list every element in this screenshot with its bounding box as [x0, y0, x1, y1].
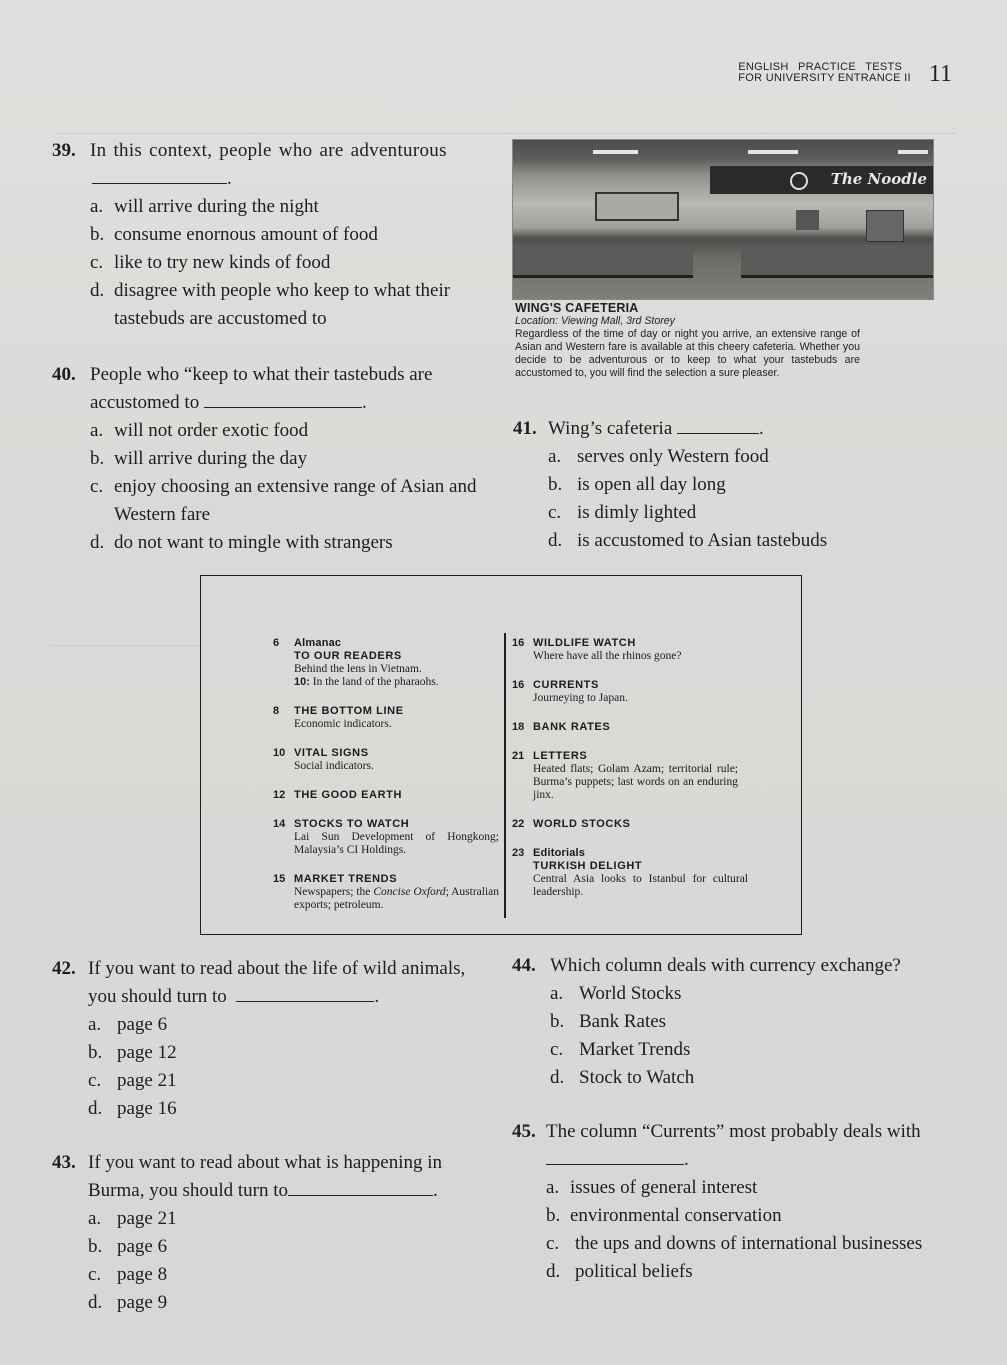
question-stem [90, 361, 492, 417]
option-text: political beliefs [575, 1261, 693, 1282]
contents-entry [273, 746, 499, 773]
option-c[interactable] [513, 499, 893, 527]
entry-desc: Economic indicators. [294, 718, 392, 730]
stem-end: . [361, 392, 367, 413]
option-b[interactable] [512, 1202, 962, 1230]
option-d[interactable] [52, 529, 492, 557]
question-stem: In this context, people who are adventurous [90, 140, 447, 161]
stem-end: . [433, 1180, 438, 1201]
ref-desc: In the land of the pharaohs. [312, 676, 439, 688]
entry-desc: Journeying to Japan. [533, 692, 628, 704]
entry-title: VITAL SIGNS [294, 747, 369, 759]
question-number: 44. [512, 955, 536, 976]
entry-title: MARKET TRENDS [294, 873, 398, 885]
stem-text: The column “Currents” most probably deals with [546, 1121, 921, 1142]
book-title-line1: ENGLISH PRACTICE TESTS [738, 61, 903, 73]
contents-entry [512, 678, 742, 705]
option-text: Market Trends [579, 1039, 691, 1060]
option-text: page 21 [117, 1070, 177, 1091]
option-letter: c. [548, 502, 562, 523]
option-letter: b. [546, 1205, 561, 1226]
option-text: page 6 [117, 1014, 168, 1035]
option-text: environmental conservation [570, 1205, 782, 1226]
entry-desc [273, 886, 499, 912]
option-letter: c. [546, 1233, 560, 1254]
contents-entry [512, 720, 742, 734]
option-a[interactable] [513, 443, 893, 471]
option-text: will not order exotic food [114, 420, 309, 441]
entry-title: WILDLIFE WATCH [533, 637, 636, 649]
option-text: do not want to mingle with strangers [114, 532, 393, 553]
option-letter: c. [90, 252, 104, 273]
question-stem [548, 415, 893, 443]
entry-title: Editorials [533, 847, 586, 859]
ceiling-light [593, 150, 638, 154]
option-letter: a. [88, 1014, 102, 1035]
stem-end: . [227, 168, 232, 189]
stem-text: If you want to read about the life of wild animals, you should turn to [88, 958, 466, 1007]
contents-entry [512, 749, 742, 802]
desc-part: ; Australian exports; petroleum. [294, 886, 499, 911]
question-number: 43. [52, 1152, 76, 1173]
cafeteria-caption [515, 301, 860, 380]
option-c[interactable] [52, 1067, 492, 1095]
ceiling-light [748, 150, 798, 154]
option-letter: c. [88, 1070, 102, 1091]
contents-left-column [273, 636, 499, 927]
stem-end: . [374, 986, 380, 1007]
book-title-line2: FOR UNIVERSITY ENTRANCE II [738, 72, 911, 84]
option-text: will arrive during the night [114, 196, 319, 217]
contents-entry [512, 636, 742, 663]
option-letter: d. [550, 1067, 565, 1088]
entry-page: 21 [512, 750, 525, 762]
option-text: serves only Western food [577, 446, 769, 467]
entry-title: THE GOOD EARTH [294, 789, 403, 801]
option-a[interactable] [52, 1011, 492, 1039]
option-text: page 6 [117, 1236, 168, 1257]
show-through-rule [55, 133, 955, 134]
entry-title: CURRENTS [533, 679, 599, 691]
option-b[interactable] [513, 471, 893, 499]
option-letter: c. [88, 1264, 102, 1285]
entry-page: 15 [273, 873, 286, 885]
stem-end: . [759, 418, 764, 439]
entry-page: 10 [273, 747, 286, 759]
entry-page: 6 [273, 637, 280, 649]
option-b[interactable] [512, 1008, 962, 1036]
option-c[interactable] [52, 249, 492, 277]
entry-subtitle: TO OUR READERS [294, 650, 402, 662]
window [796, 210, 819, 230]
option-b[interactable] [52, 221, 492, 249]
option-letter: d. [88, 1292, 103, 1313]
answer-blank [204, 389, 362, 408]
answer-blank [236, 983, 374, 1002]
question-number: 40. [52, 364, 76, 385]
option-letter: b. [88, 1042, 103, 1063]
option-text: page 9 [117, 1292, 168, 1313]
option-c[interactable] [512, 1230, 962, 1258]
option-letter: d. [546, 1261, 561, 1282]
option-text: page 12 [117, 1042, 177, 1063]
entry-title: BANK RATES [533, 721, 611, 733]
option-letter: b. [88, 1236, 103, 1257]
option-letter: c. [550, 1039, 564, 1060]
option-text: like to try new kinds of food [114, 252, 331, 273]
entry-page: 16 [512, 679, 525, 691]
option-c[interactable] [52, 1261, 492, 1289]
option-text: page 16 [117, 1098, 177, 1119]
option-text: World Stocks [579, 983, 682, 1004]
question-stem [88, 1149, 492, 1205]
option-d[interactable] [52, 277, 492, 333]
question-number: 41. [513, 418, 537, 439]
option-text: is accustomed to Asian tastebuds [577, 530, 828, 551]
option-text: Bank Rates [579, 1011, 667, 1032]
question-42 [52, 955, 492, 1123]
sign-text: The Noodle [830, 170, 927, 188]
stem-text: If you want to read about what is happening in Burma, you should turn to [88, 1152, 443, 1201]
counter [741, 245, 933, 278]
contents-entry [273, 704, 499, 731]
option-d[interactable] [52, 1095, 492, 1123]
option-letter: a. [550, 983, 564, 1004]
contents-entry [273, 817, 499, 857]
entry-desc: Lai Sun Development of Hongkong; Malaysia’s CI Holdings. [294, 831, 499, 856]
option-a[interactable] [512, 1174, 962, 1202]
entry-title: STOCKS TO WATCH [294, 818, 410, 830]
option-letter: d. [548, 530, 563, 551]
option-text: is dimly lighted [577, 502, 697, 523]
option-text: Stock to Watch [579, 1067, 695, 1088]
option-d[interactable] [512, 1258, 962, 1286]
answer-blank [92, 165, 227, 184]
option-a[interactable] [52, 417, 492, 445]
option-letter: a. [90, 420, 104, 441]
entry-title: THE BOTTOM LINE [294, 705, 404, 717]
option-letter: d. [90, 532, 105, 553]
option-text: page 21 [117, 1208, 177, 1229]
option-letter: d. [90, 280, 105, 301]
running-header [738, 62, 952, 86]
question-40 [52, 361, 492, 557]
option-letter: b. [550, 1011, 565, 1032]
option-text: enjoy choosing an extensive range of Asian and Western fare [114, 476, 477, 525]
show-through-rule [50, 645, 200, 646]
entry-desc: Behind the lens in Vietnam. [294, 663, 422, 675]
magazine-contents-box [200, 575, 802, 935]
wall-mirror [595, 192, 679, 221]
entry-page: 12 [273, 789, 286, 801]
question-stem [88, 955, 492, 1011]
cafeteria-photo [512, 139, 934, 300]
storefront-sign [710, 166, 933, 194]
option-text: page 8 [117, 1264, 168, 1285]
question-45 [512, 1118, 962, 1286]
option-letter: d. [88, 1098, 103, 1119]
option-letter: a. [548, 446, 562, 467]
entry-page: 8 [273, 705, 280, 717]
entry-desc: Social indicators. [294, 760, 374, 772]
question-number: 45. [512, 1121, 536, 1142]
logo-icon [790, 172, 808, 190]
caption-body: Regardless of the time of day or night you arrive, an extensive range of Asian and Western fare is available at this cheery cafeteria. Whether you decide to be adventurous or to keep to what your tastebuds are accustomed to, you will find the selection a sure pleaser. [515, 328, 860, 379]
option-b[interactable] [52, 1039, 492, 1067]
option-c[interactable] [52, 473, 492, 529]
option-text: is open all day long [577, 474, 726, 495]
caption-location: Location: Viewing Mall, 3rd Storey [515, 315, 675, 327]
contents-right-column [512, 636, 748, 914]
entry-title: Almanac [294, 637, 342, 649]
entry-page: 22 [512, 818, 525, 830]
page-number: 11 [928, 61, 952, 87]
question-number: 39. [52, 140, 76, 161]
entry-page: 16 [512, 637, 525, 649]
option-letter: a. [90, 196, 104, 217]
contents-entry [273, 788, 499, 802]
question-41 [513, 415, 893, 555]
entry-page: 23 [512, 847, 525, 859]
option-letter: c. [90, 476, 104, 497]
option-text: will arrive during the day [114, 448, 308, 469]
question-44 [512, 952, 962, 1092]
option-letter: a. [88, 1208, 102, 1229]
entry-desc: Heated flats; Golam Azam; territorial rule; Burma’s puppets; last words on an enduring jinx. [533, 763, 738, 801]
entry-title: WORLD STOCKS [533, 818, 631, 830]
answer-blank [288, 1177, 433, 1196]
question-39 [52, 137, 492, 333]
option-letter: b. [90, 448, 105, 469]
entry-subtitle: TURKISH DELIGHT [533, 860, 643, 872]
option-a[interactable] [52, 1205, 492, 1233]
question-43 [52, 1149, 492, 1317]
contents-entry [273, 872, 499, 912]
option-text: consume enornous amount of food [114, 224, 378, 245]
ref-page: 10: [294, 676, 310, 688]
option-text: issues of general interest [570, 1177, 758, 1198]
option-text: the ups and downs of international businesses [575, 1233, 923, 1254]
question-stem: Which column deals with currency exchange? [550, 955, 901, 976]
counter [513, 245, 693, 278]
book-title [738, 62, 911, 84]
caption-title: WING'S CAFETERIA [515, 301, 639, 315]
entry-page: 18 [512, 721, 525, 733]
option-d[interactable] [512, 1064, 962, 1092]
entry-desc: Central Asia looks to Istanbul for cultural leadership. [533, 873, 748, 898]
option-letter: a. [546, 1177, 560, 1198]
option-b[interactable] [52, 1233, 492, 1261]
question-number: 42. [52, 958, 76, 979]
entry-page: 14 [273, 818, 286, 830]
option-d[interactable] [513, 527, 893, 555]
option-text: disagree with people who keep to what their tastebuds are accustomed to [114, 280, 451, 329]
option-letter: b. [548, 474, 563, 495]
option-c[interactable] [512, 1036, 962, 1064]
stem-text: Wing’s cafeteria [548, 418, 673, 439]
desc-italic: Concise Oxford [373, 886, 446, 898]
option-a[interactable] [52, 193, 492, 221]
entry-desc: Where have all the rhinos gone? [533, 650, 682, 662]
entry-title: LETTERS [533, 750, 588, 762]
option-d[interactable] [52, 1289, 492, 1317]
window [866, 210, 904, 242]
desc-part: Newspapers; the [294, 886, 374, 898]
option-a[interactable] [512, 980, 962, 1008]
stem-end: . [684, 1149, 689, 1170]
option-letter: b. [90, 224, 105, 245]
contents-entry [273, 636, 499, 689]
answer-blank [546, 1146, 684, 1165]
stem-text: People who “keep to what their tastebuds are accustomed to [90, 364, 433, 413]
entry-desc-ref [273, 676, 499, 689]
option-b[interactable] [52, 445, 492, 473]
contents-entry [512, 817, 742, 831]
contents-entry [512, 846, 748, 899]
column-divider [504, 633, 506, 918]
answer-blank [677, 415, 759, 434]
ceiling-light [898, 150, 928, 154]
question-stem [546, 1118, 962, 1174]
